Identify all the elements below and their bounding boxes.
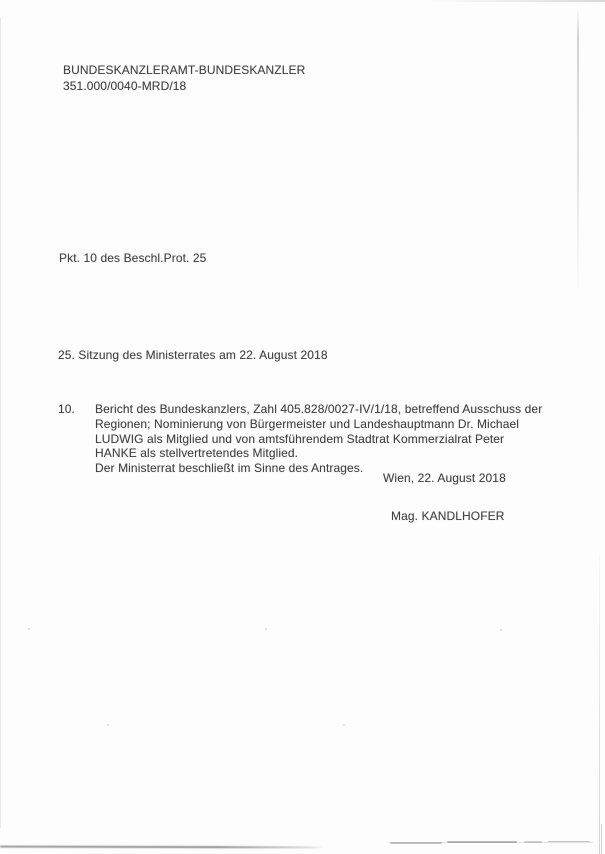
letterhead <box>63 62 305 94</box>
scan-dash <box>390 842 442 844</box>
scan-artifact-bottom-right-dashes <box>0 838 605 846</box>
scan-noise-dot <box>28 628 30 630</box>
agenda-item-number: 10. <box>58 402 75 416</box>
scan-noise-dot <box>500 629 502 631</box>
place-and-date: Wien, 22. August 2018 <box>383 471 506 485</box>
protocol-reference: Pkt. 10 des Beschl.Prot. 25 <box>59 251 207 265</box>
session-title: 25. Sitzung des Ministerrates am 22. August 2018 <box>58 348 328 362</box>
scan-dash <box>447 841 517 843</box>
letterhead-file-reference: 351.000/0040-MRD/18 <box>63 79 187 93</box>
scan-noise-dot <box>343 724 345 726</box>
scan-noise-dot <box>107 724 109 726</box>
scan-artifact-bottom-left-line <box>0 846 324 849</box>
scan-artifact-bottom-right-tick <box>601 824 602 854</box>
scan-noise-dot <box>265 628 267 630</box>
agenda-item-line: LUDWIG als Mitglied und von amtsführendem Stadtrat Kommerzialrat Peter <box>95 431 505 446</box>
scan-dash <box>388 842 593 843</box>
agenda-item-line: Regionen; Nominierung von Bürgermeister und Landeshauptmann Dr. Michael <box>95 416 520 431</box>
scan-artifact-top-right-streak <box>425 0 605 2</box>
scan-artifact-vertical-line-top-right <box>577 8 579 293</box>
agenda-item-line: HANKE als stellvertretendes Mitglied. <box>95 446 299 461</box>
scan-artifact-right-edge-line <box>599 555 600 854</box>
scan-artifact-left-edge-line <box>0 18 1 828</box>
agenda-item-line: Bericht des Bundeskanzlers, Zahl 405.828/0027-IV/1/18, betreffend Ausschuss der <box>95 402 543 416</box>
letterhead-organization: BUNDESKANZLERAMT-BUNDESKANZLER <box>63 63 306 77</box>
scan-dash <box>524 841 542 843</box>
agenda-item-text <box>95 402 542 476</box>
agenda-item-line: Der Ministerrat beschließt im Sinne des Antrages. <box>95 461 364 476</box>
signatory-name: Mag. KANDLHOFER <box>391 509 505 523</box>
scan-dash <box>548 841 590 843</box>
